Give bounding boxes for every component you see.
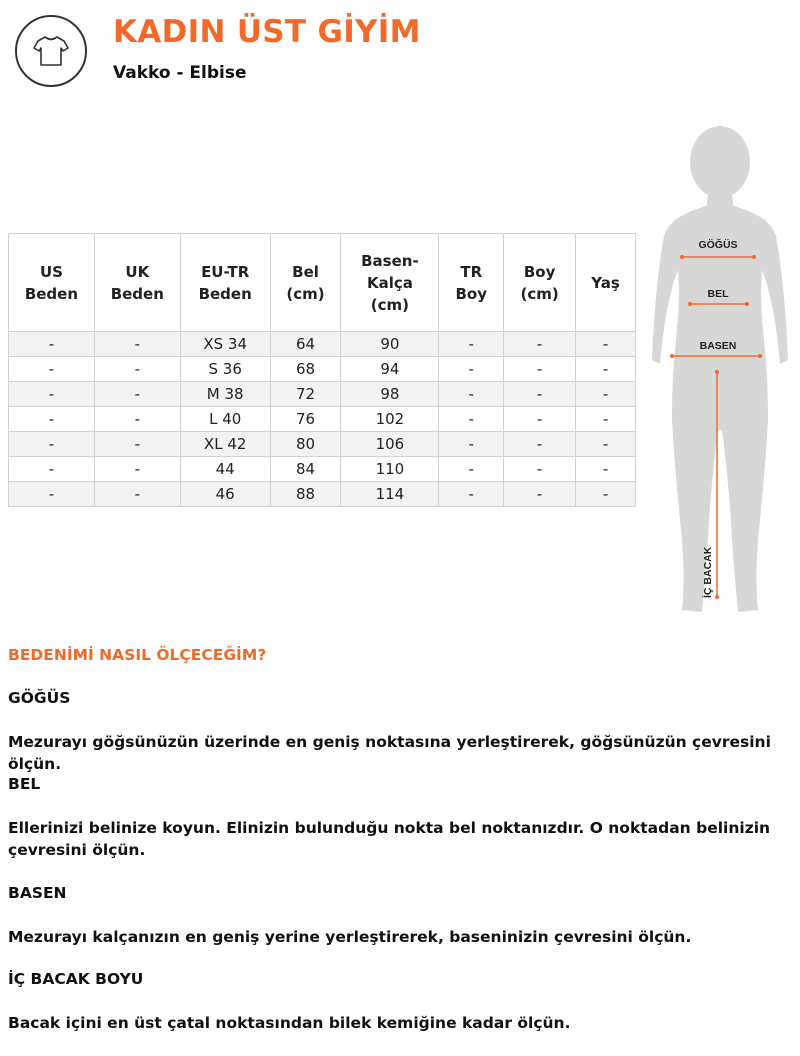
table-cell: 80 (270, 432, 341, 457)
table-cell: - (576, 457, 636, 482)
table-header-row (9, 234, 636, 332)
table-cell: - (94, 332, 180, 357)
page-subtitle: Vakko - Elbise (113, 63, 247, 83)
table-cell: - (9, 332, 95, 357)
inseam-label: İÇ BACAK (702, 546, 714, 598)
table-cell: - (9, 407, 95, 432)
chest-label: GÖĞÜS (698, 239, 738, 251)
body-silhouette (652, 126, 788, 612)
col-header-waist: Bel (cm) (270, 234, 341, 332)
col-header-age: Yaş (576, 234, 636, 332)
table-cell: - (439, 432, 504, 457)
table-cell: - (504, 382, 576, 407)
table-cell: - (504, 432, 576, 457)
table-cell: - (439, 357, 504, 382)
table-cell: - (439, 482, 504, 507)
table-cell: - (439, 332, 504, 357)
table-cell: - (504, 482, 576, 507)
chest-instructions: Mezurayı göğsünüzün üzerinde en geniş noktasına yerleştirerek, göğsünüzün çevresini ölçün. (8, 733, 771, 773)
chest-heading: GÖĞÜS (8, 689, 71, 707)
table-cell: 114 (341, 482, 439, 507)
body-measurement-figure (648, 120, 793, 625)
table-cell: 90 (341, 332, 439, 357)
table-cell: - (94, 482, 180, 507)
table-cell: - (439, 382, 504, 407)
col-header-eu-tr-size: EU-TR Beden (180, 234, 270, 332)
table-cell: 110 (341, 457, 439, 482)
table-cell: - (576, 482, 636, 507)
table-row (9, 332, 636, 357)
table-cell: XL 42 (180, 432, 270, 457)
table-cell: - (576, 357, 636, 382)
table-cell: - (94, 457, 180, 482)
table-cell: - (9, 382, 95, 407)
hip-label: BASEN (699, 340, 737, 352)
table-cell: 72 (270, 382, 341, 407)
hip-heading: BASEN (8, 884, 67, 902)
table-cell: 88 (270, 482, 341, 507)
table-row (9, 357, 636, 382)
category-logo (15, 15, 87, 87)
table-cell: XS 34 (180, 332, 270, 357)
table-cell: 102 (341, 407, 439, 432)
waist-heading: BEL (8, 775, 41, 793)
size-table (8, 233, 636, 507)
table-cell: M 38 (180, 382, 270, 407)
table-cell: 84 (270, 457, 341, 482)
col-header-uk-size: UK Beden (94, 234, 180, 332)
tshirt-icon (32, 34, 70, 68)
table-cell: 76 (270, 407, 341, 432)
table-cell: 68 (270, 357, 341, 382)
waist-instructions: Ellerinizi belinize koyun. Elinizin bulunduğu nokta bel noktanızdır. O noktadan belinizin çevresini ölçün. (8, 819, 771, 859)
inseam-instructions: Bacak içini en üst çatal noktasından bilek kemiğine kadar ölçün. (8, 1014, 571, 1032)
table-cell: - (94, 407, 180, 432)
table-cell: 106 (341, 432, 439, 457)
hip-instructions: Mezurayı kalçanızın en geniş yerine yerleştirerek, baseninizin çevresini ölçün. (8, 928, 692, 946)
table-row (9, 457, 636, 482)
table-cell: 44 (180, 457, 270, 482)
table-cell: - (439, 407, 504, 432)
col-header-us-size: US Beden (9, 234, 95, 332)
table-cell: - (9, 432, 95, 457)
table-cell: 94 (341, 357, 439, 382)
table-cell: L 40 (180, 407, 270, 432)
table-cell: - (439, 457, 504, 482)
waist-label: BEL (707, 288, 729, 300)
table-cell: - (9, 482, 95, 507)
col-header-hip: Basen- Kalça (cm) (341, 234, 439, 332)
table-row (9, 407, 636, 432)
table-cell: - (9, 357, 95, 382)
table-cell: - (576, 382, 636, 407)
how-to-measure-heading: BEDENİMİ NASIL ÖLÇECEĞİM? (8, 646, 267, 664)
table-cell: - (94, 357, 180, 382)
table-cell: 46 (180, 482, 270, 507)
table-cell: 98 (341, 382, 439, 407)
table-cell: - (9, 457, 95, 482)
table-cell: - (576, 432, 636, 457)
table-cell: - (504, 332, 576, 357)
table-cell: - (576, 407, 636, 432)
table-cell: - (94, 382, 180, 407)
table-cell: - (504, 457, 576, 482)
col-header-height: Boy (cm) (504, 234, 576, 332)
page-title: KADIN ÜST GİYİM (113, 14, 421, 50)
table-row (9, 382, 636, 407)
table-cell: - (504, 357, 576, 382)
table-cell: 64 (270, 332, 341, 357)
table-row (9, 432, 636, 457)
inseam-heading: İÇ BACAK BOYU (8, 970, 144, 988)
table-cell: - (576, 332, 636, 357)
table-cell: - (504, 407, 576, 432)
table-cell: - (94, 432, 180, 457)
col-header-tr-height: TR Boy (439, 234, 504, 332)
table-cell: S 36 (180, 357, 270, 382)
table-row (9, 482, 636, 507)
